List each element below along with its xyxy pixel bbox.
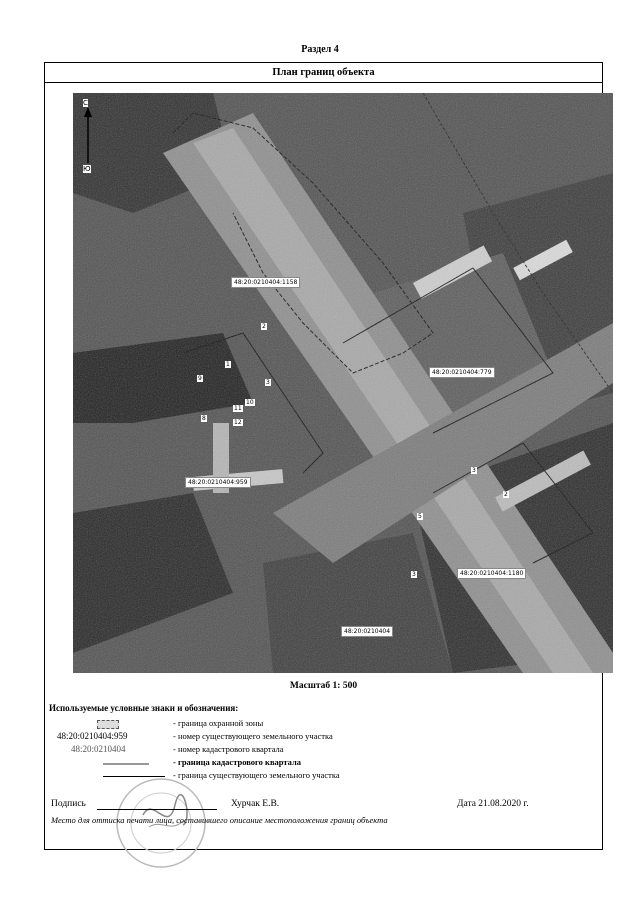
point-label: 8	[202, 415, 206, 422]
point-label: 12	[234, 419, 242, 426]
point-label: 2	[504, 491, 508, 498]
point-label: 3	[266, 379, 270, 386]
signer-name: Хурчак Е.В.	[231, 799, 280, 809]
legend-item: - граница существующего земельного участка	[45, 770, 602, 782]
point-label: 5	[418, 513, 422, 520]
legend-item: 48:20:0210404 - номер кадастрового квартала	[71, 744, 284, 754]
north-label: С	[83, 99, 88, 107]
map-scale: Масштаб 1: 500	[289, 681, 358, 691]
plan-title: План границ объекта	[45, 63, 602, 83]
south-label: Ю	[83, 165, 91, 173]
stamp-note: Место для оттиска печати лица, составившего описание местоположения границ объекта	[51, 815, 388, 825]
point-label: 11	[234, 405, 242, 412]
signature-label: Подпись	[51, 799, 86, 809]
point-label: 3	[412, 571, 416, 578]
north-arrow-icon	[81, 107, 95, 167]
point-label: 9	[198, 375, 202, 382]
legend-item: - граница кадастрового квартала	[45, 757, 602, 769]
parcel-label: 48:20:0210404:1158	[231, 277, 300, 288]
security-zone-symbol	[97, 720, 119, 729]
point-label: 3	[472, 467, 476, 474]
point-label: 2	[262, 323, 266, 330]
signature-line	[97, 809, 217, 810]
boundary-map	[73, 93, 613, 673]
point-label: 1	[226, 361, 230, 368]
parcel-label: 48:20:0210404:959	[185, 477, 251, 488]
section-label: Раздел 4	[301, 44, 339, 55]
document-frame	[44, 62, 603, 850]
document-date: Дата 21.08.2020 г.	[457, 799, 529, 809]
north-arrow	[81, 99, 95, 175]
legend-item: - граница охранной зоны	[45, 718, 602, 730]
legend-item: 48:20:0210404:959 - номер существующего земельного участка	[57, 731, 333, 741]
quarter-boundary-symbol	[103, 763, 149, 765]
parcel-label: 48:20:0210404:1180	[457, 568, 526, 579]
point-label: 10	[246, 399, 254, 406]
legend-title: Используемые условные знаки и обозначения:	[49, 703, 239, 713]
aerial-image	[73, 93, 613, 673]
parcel-label: 48:20:0210404:779	[429, 367, 495, 378]
quarter-label: 48:20:0210404	[341, 626, 393, 637]
